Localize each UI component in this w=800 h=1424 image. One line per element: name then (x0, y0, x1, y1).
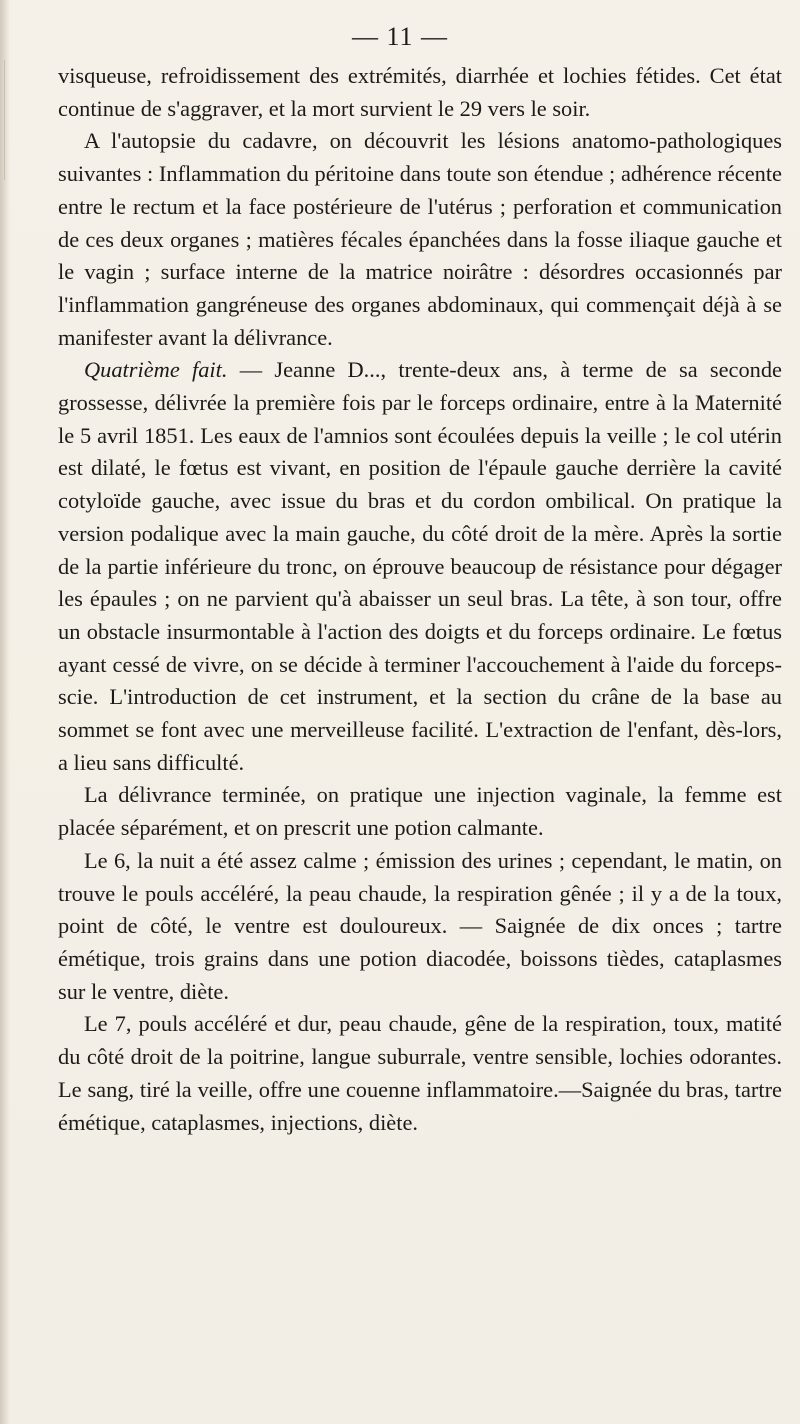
case-description: — Jeanne D..., trente-deux ans, à terme de sa seconde grossesse, délivrée la première fois par le forceps ordinaire, entre à la Maternité le 5 avril 1851. Les eaux de l'amnios sont écoulées depuis la veille ; le col utérin est dilaté, le fœtus est vivant, en position de l'épaule gauche derrière la cavité cotyloïde gauche, avec issue du bras et du cordon ombilical. On pratique la version podalique avec la main gauche, du côté droit de la mère. Après la sortie de la partie inférieure du tronc, on éprouve beaucoup de résistance pour dégager les épaules ; on ne parvient qu'à abaisser un seul bras. La tête, à son tour, offre un obstacle insurmontable à l'action des doigts et du forceps ordinaire. Le fœtus ayant cessé de vivre, on se décide à terminer l'accouchement à l'aide du forceps-scie. L'introduction de cet instrument, et la section du crâne de la base au sommet se font avec une merveilleuse facilité. L'extraction de l'enfant, dès-lors, a lieu sans difficulté. (58, 357, 782, 775)
paragraph-quatrieme-fait (58, 354, 782, 779)
paragraph-day-6: Le 6, la nuit a été assez calme ; émission des urines ; cependant, le matin, on trouve le pouls accéléré, la peau chaude, la respiration gênée ; il y a de la toux, point de côté, le ventre est douloureux. — Saignée de dix onces ; tartre émétique, trois grains dans une potion diacodée, boissons tièdes, cataplasmes sur le ventre, diète. (58, 847, 782, 1004)
paragraph-autopsy: A l'autopsie du cadavre, on découvrit les lésions anatomo-pathologiques suivantes : Inflammation du péritoine dans toute son étendue ; adhérence récente entre le rectum et la face postérieure de l'utérus ; perforation et communication de ces deux organes ; matières fécales épanchées dans la fosse iliaque gauche et le vagin ; surface interne de la matrice noirâtre : désordres occasionnés par l'inflammation gangréneuse des organes abdominaux, qui commençait déjà à se manifester avant la délivrance. (58, 128, 782, 350)
page-binding-edge (0, 0, 10, 1424)
paragraph-delivrance: La délivrance terminée, on pratique une injection vaginale, la femme est placée séparément, et on prescrit une potion calmante. (58, 782, 782, 841)
page-number-header: — 11 — (351, 22, 449, 51)
body-text (58, 60, 782, 1139)
paragraph-continuation: visqueuse, refroidissement des extrémités, diarrhée et lochies fétides. Cet état continue de s'aggraver, et la mort survient le 29 vers le soir. (58, 63, 782, 121)
case-heading: Quatrième fait. (84, 357, 228, 383)
page-binding-line (4, 60, 5, 180)
paragraph-day-7: Le 7, pouls accéléré et dur, peau chaude, gêne de la respiration, toux, matité du côté droit de la poitrine, langue suburrale, ventre sensible, lochies odorantes. Le sang, tiré la veille, offre une couenne inflammatoire.—Saignée du bras, tartre émétique, cataplasmes, injections, diète. (58, 1011, 782, 1135)
